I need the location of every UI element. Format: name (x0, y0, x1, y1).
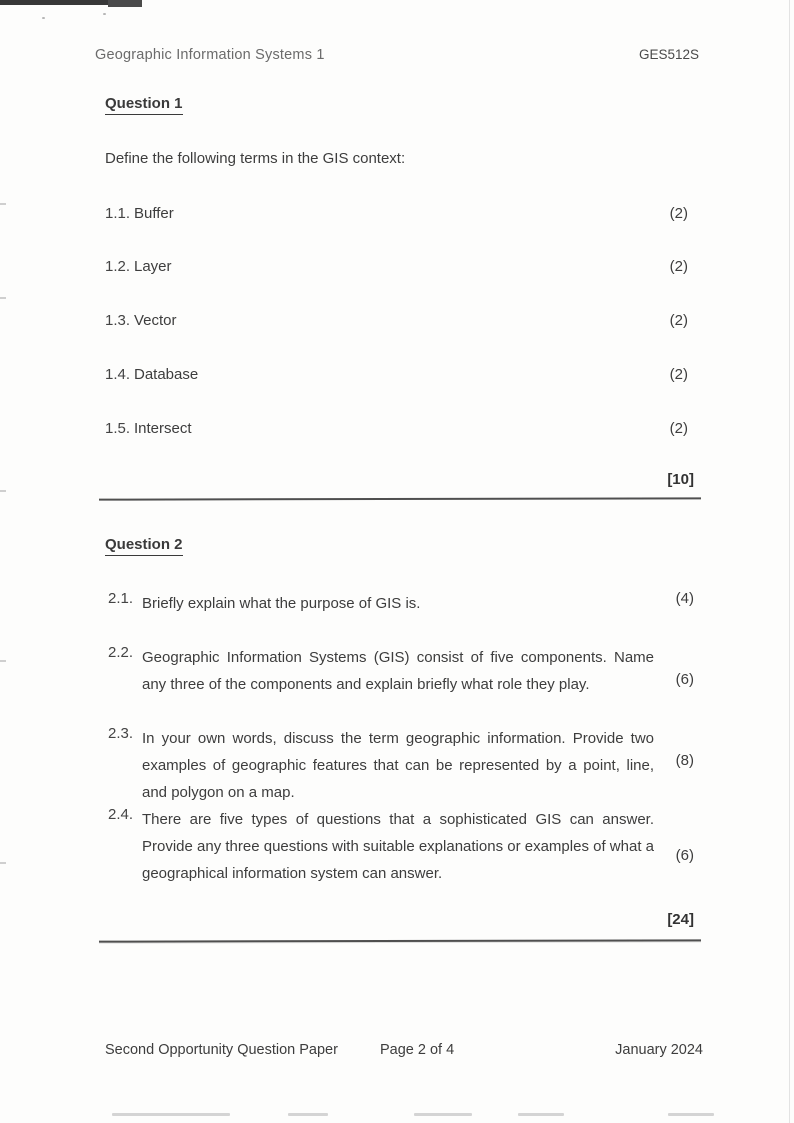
item-number: 2.3. (108, 725, 134, 742)
scan-dash-bottom (518, 1113, 564, 1116)
item-number: 1.1. (105, 205, 131, 222)
item-text: Vector (134, 312, 177, 329)
footer-paper-type: Second Opportunity Question Paper (105, 1042, 338, 1058)
item-number: 2.2. (108, 644, 134, 661)
page-header (95, 47, 699, 63)
course-code: GES512S (638, 47, 699, 62)
q1-item-row (105, 420, 688, 437)
item-text: Geographic Information Systems (GIS) consist of five components. Name any three of the components and explain briefly what role they play. (142, 649, 654, 693)
item-text: Briefly explain what the purpose of GIS is. (142, 595, 421, 612)
item-text: In your own words, discuss the term geographic information. Provide two examples of geographic features that can be represented by a point, line, and polygon on a map. (142, 730, 654, 801)
footer-page-number: Page 2 of 4 (380, 1042, 455, 1058)
item-number: 2.4. (108, 806, 134, 823)
item-marks: (6) (675, 671, 694, 688)
scan-dash-bottom (288, 1113, 328, 1116)
question2-total-marks: [24] (667, 911, 694, 928)
course-title: Geographic Information Systems 1 (95, 47, 325, 63)
scan-dash-left (0, 203, 6, 205)
item-marks: (6) (675, 847, 694, 864)
question1-total-marks: [10] (667, 471, 694, 488)
scan-dash-bottom (414, 1113, 472, 1116)
item-text: Database (134, 366, 199, 383)
item-marks: (2) (669, 366, 688, 383)
item-marks: (8) (675, 752, 694, 769)
question1-heading: Question 1 (105, 95, 183, 115)
scan-artifact-top-bar (108, 0, 142, 7)
scan-dash-left (0, 660, 6, 662)
item-marks: (4) (675, 590, 694, 607)
scan-dash-left (0, 862, 6, 864)
question2-heading: Question 2 (105, 536, 183, 556)
scan-speck (42, 17, 45, 19)
item-number: 1.5. (105, 420, 131, 437)
q1-item-row (105, 312, 688, 329)
item-number: 1.3. (105, 312, 131, 329)
item-text: Buffer (134, 205, 174, 222)
scan-artifact-right-edge (789, 0, 790, 1123)
scan-dash-left (0, 297, 6, 299)
footer-date: January 2024 (615, 1042, 703, 1058)
item-number: 2.1. (108, 590, 134, 607)
q1-item-row (105, 205, 688, 222)
item-marks: (2) (669, 420, 688, 437)
scan-dash-bottom (112, 1113, 230, 1116)
q2-item-row (108, 590, 694, 617)
scan-artifact-top-bar (0, 0, 142, 5)
section-divider (99, 497, 701, 500)
item-text: Intersect (134, 420, 192, 437)
item-text: Layer (134, 258, 172, 275)
item-number: 1.2. (105, 258, 131, 275)
q2-item-row (108, 806, 694, 887)
q2-item-row (108, 644, 694, 698)
scan-speck (103, 13, 106, 15)
scan-dash-left (0, 490, 6, 492)
item-marks: (2) (669, 205, 688, 222)
item-marks: (2) (669, 258, 688, 275)
item-marks: (2) (669, 312, 688, 329)
item-number: 1.4. (105, 366, 131, 383)
question1-intro: Define the following terms in the GIS context: (105, 150, 406, 167)
item-text: There are five types of questions that a sophisticated GIS can answer. Provide any three questions with suitable explanations or examples of what a geographical information system can answer. (142, 811, 654, 882)
scan-dash-bottom (668, 1113, 714, 1116)
q2-item-row (108, 725, 694, 806)
q1-item-row (105, 258, 688, 275)
q1-item-row (105, 366, 688, 383)
section-divider (99, 939, 701, 942)
